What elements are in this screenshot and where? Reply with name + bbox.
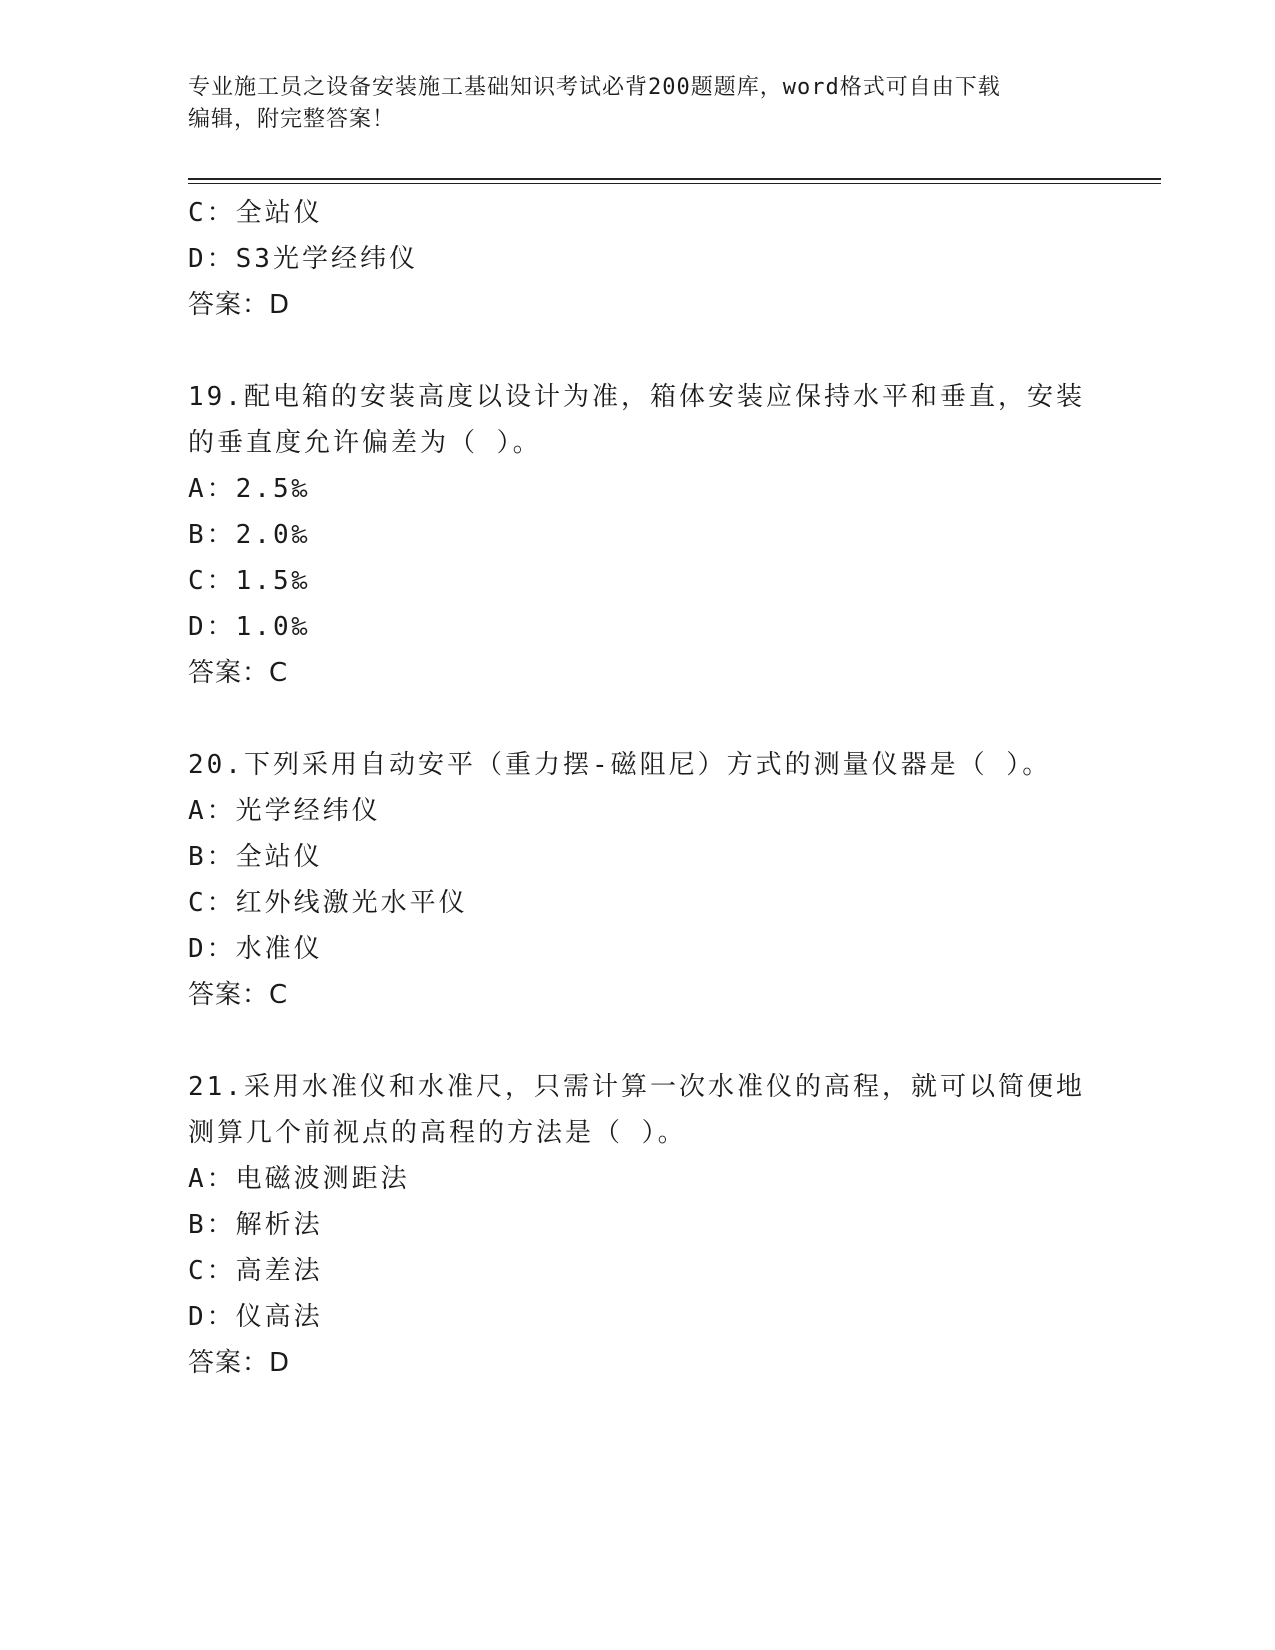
document-header	[188, 72, 1088, 136]
q20-option-b: B：全站仪	[188, 842, 323, 872]
question-21	[188, 1064, 1088, 1386]
q21-option-d: D：仪高法	[188, 1302, 323, 1332]
q18-option-c: C：全站仪	[188, 198, 323, 228]
q19-option-d: D：1.0‰	[188, 612, 311, 642]
q19-option-c: C：1.5‰	[188, 566, 311, 596]
q19-option-a: A：2.5‰	[188, 474, 311, 504]
q18-answer: 答案：D	[188, 290, 291, 320]
spacer	[188, 1018, 1088, 1064]
question-20	[188, 742, 1088, 1018]
q21-option-c: C：高差法	[188, 1256, 323, 1286]
spacer	[188, 696, 1088, 742]
header-divider-thick	[188, 178, 1161, 180]
q20-option-d: D：水准仪	[188, 934, 323, 964]
header-line-1: 专业施工员之设备安装施工基础知识考试必背200题题库，word格式可自由下载	[188, 75, 1001, 100]
q21-answer: 答案：D	[188, 1348, 291, 1378]
q19-option-b: B：2.0‰	[188, 520, 311, 550]
header-line-2: 编辑，附完整答案！	[188, 107, 396, 132]
question-19	[188, 374, 1088, 696]
q18-option-d: D：S3光学经纬仪	[188, 244, 418, 274]
question-18-tail	[188, 190, 1088, 328]
q21-stem-line-2: 测算几个前视点的高程的方法是（ ）。	[188, 1118, 687, 1148]
q21-stem-line-1: 21.采用水准仪和水准尺，只需计算一次水准仪的高程，就可以简便地	[188, 1072, 1085, 1102]
q20-answer: 答案：C	[188, 980, 289, 1010]
question-list	[188, 190, 1088, 1386]
q19-stem-line-2: 的垂直度允许偏差为（ ）。	[188, 428, 542, 458]
spacer	[188, 328, 1088, 374]
q21-option-b: B：解析法	[188, 1210, 323, 1240]
q20-stem-line-1: 20.下列采用自动安平（重力摆-磁阻尼）方式的测量仪器是（ ）。	[188, 750, 1052, 780]
q21-option-a: A：电磁波测距法	[188, 1164, 410, 1194]
q19-answer: 答案：C	[188, 658, 289, 688]
q20-option-c: C：红外线激光水平仪	[188, 888, 468, 918]
header-divider-thin	[188, 183, 1161, 184]
q19-stem-line-1: 19.配电箱的安装高度以设计为准，箱体安装应保持水平和垂直，安装	[188, 382, 1085, 412]
q20-option-a: A：光学经纬仪	[188, 796, 381, 826]
